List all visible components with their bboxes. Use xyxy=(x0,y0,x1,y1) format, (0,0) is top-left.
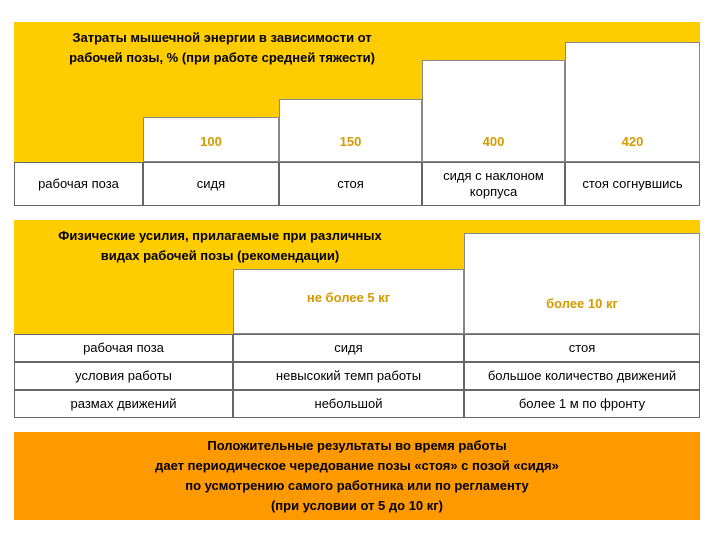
effort-step-standing xyxy=(464,233,700,334)
effort-row-b-2: большое количество движений xyxy=(464,362,700,390)
energy-title-line1: Затраты мышечной энергии в зависимости от xyxy=(72,30,372,45)
energy-row-header: рабочая поза xyxy=(14,162,143,206)
energy-posture-sitting: сидя xyxy=(143,162,279,206)
effort-title-line2: видах рабочей позы (рекомендации) xyxy=(100,248,340,263)
energy-value-standing: 150 xyxy=(339,134,362,149)
effort-limit-sitting: не более 5 кг xyxy=(306,290,391,305)
note-line-1: Положительные результаты во время работы xyxy=(207,438,507,453)
energy-posture-sitting-leaning: сидя с наклоном корпуса xyxy=(422,162,565,206)
effort-row-label-1: рабочая поза xyxy=(14,334,233,362)
positive-results-note xyxy=(14,432,700,520)
energy-value-sitting-leaning: 400 xyxy=(482,134,505,149)
effort-row-b-1: стоя xyxy=(464,334,700,362)
effort-row-label-3: размах движений xyxy=(14,390,233,418)
energy-step-standing xyxy=(279,99,422,162)
energy-table-title xyxy=(22,28,422,68)
energy-value-bent: 420 xyxy=(621,134,644,149)
effort-table-title xyxy=(20,226,420,266)
effort-row-a-1: сидя xyxy=(233,334,464,362)
energy-title-line2: рабочей позы, % (при работе средней тяжести) xyxy=(69,50,375,65)
note-line-2: дает периодическое чередование позы «стоя» с позой «сидя» xyxy=(155,458,559,473)
note-line-3: по усмотрению самого работника или по регламенту xyxy=(185,478,529,493)
energy-posture-standing: стоя xyxy=(279,162,422,206)
note-line-4: (при условии от 5 до 10 кг) xyxy=(270,498,444,513)
effort-row-a-2: невысокий темп работы xyxy=(233,362,464,390)
effort-row-b-3: более 1 м по фронту xyxy=(464,390,700,418)
energy-value-sitting: 100 xyxy=(200,134,222,149)
effort-row-label-2: условия работы xyxy=(14,362,233,390)
energy-posture-bent: стоя согнувшись xyxy=(565,162,700,206)
effort-row-a-3: небольшой xyxy=(233,390,464,418)
effort-limit-standing: более 10 кг xyxy=(546,296,618,311)
effort-title-line1: Физические усилия, прилагаемые при различных xyxy=(58,228,382,243)
